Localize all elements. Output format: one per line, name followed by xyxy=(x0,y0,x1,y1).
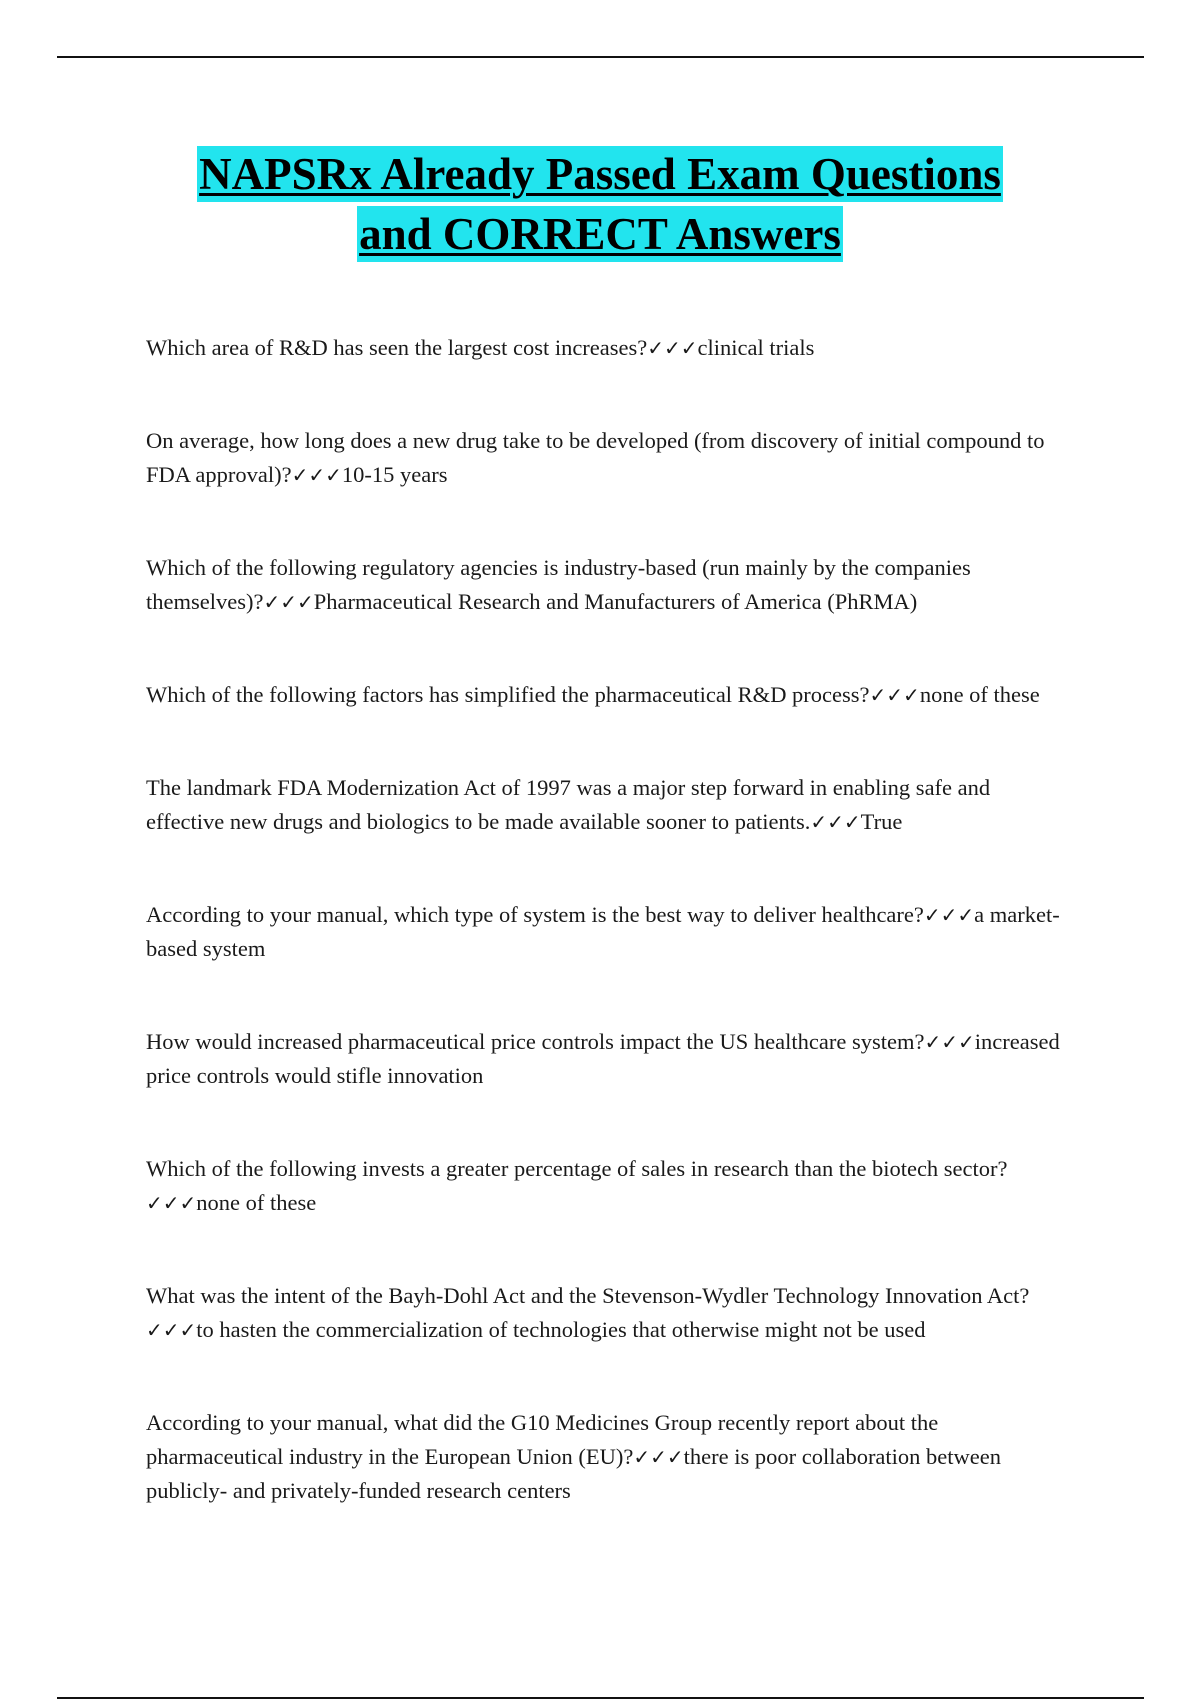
answer-text: increased price controls would stifle innovation xyxy=(146,1029,1060,1088)
question-text: According to your manual, which type of system is the best way to deliver healthcare? xyxy=(146,902,924,927)
qa-list xyxy=(146,331,1066,1567)
qa-item xyxy=(146,424,1066,492)
answer-text: a market-based system xyxy=(146,902,1060,961)
answer-text: none of these xyxy=(196,1190,317,1215)
checkmarks-icon: ✓✓✓ xyxy=(146,1318,197,1342)
checkmarks-icon: ✓✓✓ xyxy=(923,903,975,927)
top-rule xyxy=(57,56,1144,58)
document-title xyxy=(0,146,1200,262)
qa-item xyxy=(146,551,1066,619)
question-text: How would increased pharmaceutical price controls impact the US healthcare system? xyxy=(146,1029,925,1054)
qa-item xyxy=(146,771,1066,839)
question-text: According to your manual, what did the G10 Medicines Group recently report about the pharmaceutical industry in the European Union (EU)? xyxy=(146,1410,939,1469)
checkmarks-icon: ✓✓✓ xyxy=(263,590,314,614)
qa-item xyxy=(146,898,1066,966)
answer-text: clinical trials xyxy=(697,335,815,360)
checkmarks-icon: ✓✓✓ xyxy=(633,1445,684,1469)
answer-text: there is poor collaboration between publicly- and privately-funded research centers xyxy=(146,1444,1002,1503)
title-line-2: and CORRECT Answers xyxy=(357,206,843,262)
qa-item xyxy=(146,678,1066,712)
question-text: What was the intent of the Bayh-Dohl Act and the Stevenson-Wydler Technology Innovation Act? xyxy=(146,1283,1030,1308)
answer-text: none of these xyxy=(919,682,1040,707)
checkmarks-icon: ✓✓✓ xyxy=(291,463,342,487)
question-text: Which of the following factors has simplified the pharmaceutical R&D process? xyxy=(146,682,870,707)
question-text: Which of the following regulatory agencies is industry-based (run mainly by the companies themselves)? xyxy=(146,555,971,614)
checkmarks-icon: ✓✓✓ xyxy=(146,1191,197,1215)
checkmarks-icon: ✓✓✓ xyxy=(869,683,920,707)
answer-text: Pharmaceutical Research and Manufacturers of America (PhRMA) xyxy=(313,589,918,614)
qa-item xyxy=(146,1279,1066,1347)
answer-text: True xyxy=(860,809,903,834)
bottom-rule xyxy=(57,1697,1144,1699)
answer-text: 10-15 years xyxy=(341,462,448,487)
checkmarks-icon: ✓✓✓ xyxy=(924,1030,975,1054)
answer-text: to hasten the commercialization of technologies that otherwise might not be used xyxy=(196,1317,926,1342)
question-text: Which of the following invests a greater percentage of sales in research than the biotech sector? xyxy=(146,1156,1008,1181)
title-line-1: NAPSRx Already Passed Exam Questions xyxy=(197,146,1003,202)
question-text: On average, how long does a new drug take to be developed (from discovery of initial compound to FDA approval)? xyxy=(146,428,1045,487)
qa-item xyxy=(146,1025,1066,1093)
checkmarks-icon: ✓✓✓ xyxy=(810,810,861,834)
question-text: The landmark FDA Modernization Act of 1997 was a major step forward in enabling safe and effective new drugs and biologics to be made available sooner to patients. xyxy=(146,775,991,834)
qa-item xyxy=(146,1152,1066,1220)
qa-item xyxy=(146,1406,1066,1508)
question-text: Which area of R&D has seen the largest cost increases? xyxy=(146,335,648,360)
checkmarks-icon: ✓✓✓ xyxy=(647,336,698,360)
qa-item xyxy=(146,331,1066,365)
